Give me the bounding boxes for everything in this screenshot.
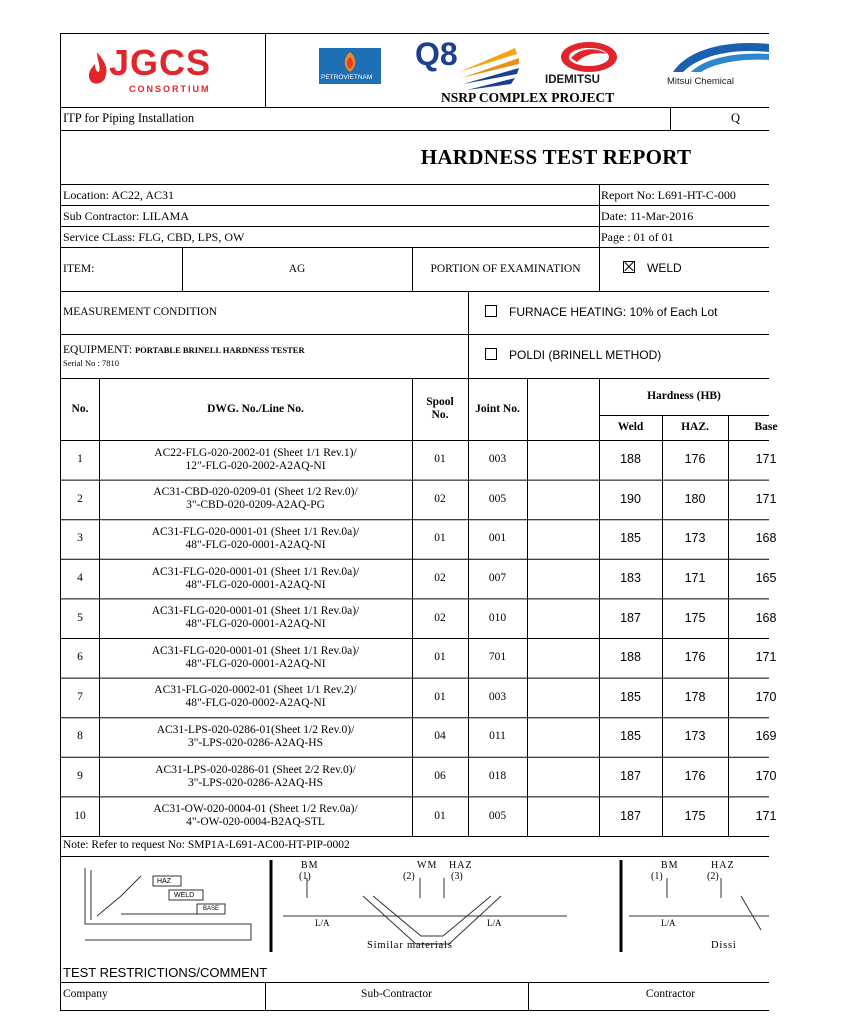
row-dwg [99, 440, 412, 480]
diagram-la-right: L/A [661, 918, 676, 928]
row-no: 1 [77, 453, 83, 466]
row-base: 169 [755, 729, 777, 744]
report-no-text: Report No: L691-HT-C-000 [601, 188, 736, 202]
row-joint: 018 [488, 770, 507, 783]
row-dwg [99, 678, 412, 718]
row-spool: 01 [434, 532, 446, 545]
results-table [61, 378, 778, 836]
diagram-la1: L/A [315, 918, 330, 928]
row-weld: 185 [620, 729, 641, 744]
row-dwg-number: AC31-FLG-020-0001-01 (Sheet 1/1 Rev.0a)/ [151, 565, 360, 578]
row-dwg [99, 717, 412, 757]
idemitsu-text: IDEMITSU [545, 74, 600, 86]
row-weld: 187 [620, 610, 641, 625]
row-line-number: 48"-FLG-020-0001-A2AQ-NI [185, 657, 326, 670]
row-haz: 176 [684, 769, 706, 784]
petro-text: PETROVIETNAM [321, 74, 373, 81]
row-haz: 173 [684, 531, 706, 546]
row-line-number: 4"-OW-020-0004-B2AQ-STL [186, 816, 325, 829]
poldi-checkbox[interactable] [485, 348, 497, 360]
serial-number: Serial No : 7810 [63, 358, 119, 368]
weld-checkbox[interactable] [623, 261, 635, 273]
header-base: Base [754, 421, 778, 433]
row-haz: 175 [684, 610, 706, 625]
row-dwg-number: AC31-FLG-020-0001-01 (Sheet 1/1 Rev.0a)/ [151, 605, 360, 618]
date-text: Date: 11-Mar-2016 [601, 209, 694, 223]
row-no: 7 [77, 690, 83, 703]
row-dwg-number: AC31-OW-020-0004-01 (Sheet 1/2 Rev.0a)/ [153, 803, 358, 816]
row-haz: 178 [684, 689, 706, 704]
q8-text: Q8 [415, 36, 458, 72]
header-no: No. [71, 402, 89, 415]
row-spool: 01 [434, 453, 446, 466]
row-dwg [99, 638, 412, 678]
weld-diagram [61, 856, 769, 958]
diagram-la2: L/A [487, 918, 502, 928]
row-spool: 06 [434, 770, 446, 783]
row-line-number: 48"-FLG-020-0002-A2AQ-NI [185, 697, 326, 710]
mitsui-logo [661, 40, 781, 90]
row-dwg-number: AC31-LPS-020-0286-01 (Sheet 2/2 Rev.0)/ [155, 763, 356, 776]
row-spool: 02 [434, 572, 446, 585]
row-no: 6 [77, 651, 83, 664]
row-weld: 185 [620, 689, 641, 704]
header-hardness: Hardness (HB) [647, 390, 721, 402]
row-weld: 187 [620, 808, 641, 823]
row-haz: 171 [684, 571, 706, 586]
row-weld: 190 [620, 491, 641, 506]
diagram-haz2: HAZ [449, 860, 473, 871]
row-spool: 01 [434, 651, 446, 664]
row-spool: 02 [434, 611, 446, 624]
row-joint: 001 [488, 532, 507, 545]
furnace-label: FURNACE HEATING: 10% of Each Lot [509, 305, 718, 319]
row-haz: 180 [684, 491, 706, 506]
item-value: AG [288, 263, 306, 275]
row-haz: 173 [684, 729, 706, 744]
logo-main-text: JGCS [109, 42, 212, 83]
restrictions-heading: TEST RESTRICTIONS/COMMENT [63, 965, 268, 980]
row-spool: 01 [434, 690, 446, 703]
row-weld: 188 [620, 452, 641, 467]
header-spool: Spool No. [426, 396, 454, 421]
signoff-company: Company [63, 988, 108, 1000]
weld-option[interactable] [623, 261, 682, 275]
idemitsu-emblem-icon [559, 40, 619, 74]
poldi-label: POLDI (BRINELL METHOD) [509, 348, 662, 362]
row-spool: 04 [434, 730, 446, 743]
row-spool: 02 [434, 492, 446, 505]
row-dwg [99, 598, 412, 638]
row-spool: 01 [434, 809, 446, 822]
row-joint: 005 [488, 492, 507, 505]
furnace-option[interactable] [485, 305, 718, 319]
row-joint: 010 [488, 611, 507, 624]
poldi-option[interactable] [485, 348, 661, 362]
row-base: 171 [755, 491, 777, 506]
row-line-number: 12"-FLG-020-2002-A2AQ-NI [185, 459, 326, 472]
report-sheet [60, 33, 778, 1011]
row-haz: 175 [684, 808, 706, 823]
row-no: 2 [77, 492, 83, 505]
note-text: Note: Refer to request No: SMP1A-L691-AC00-HT-PIP-0002 [63, 839, 350, 851]
item-label: ITEM: [63, 263, 95, 275]
q8-logo [411, 36, 527, 94]
row-joint: 003 [488, 690, 507, 703]
row-dwg-number: AC31-LPS-020-0286-01(Sheet 1/2 Rev.0)/ [156, 723, 355, 736]
signoff-contractor: Contractor [645, 988, 696, 1000]
diagram-p2: (2) [403, 871, 415, 882]
row-dwg-number: AC31-FLG-020-0001-01 (Sheet 1/1 Rev.0a)/ [151, 525, 360, 538]
row-dwg [99, 480, 412, 520]
row-base: 171 [755, 650, 777, 665]
row-joint: 005 [488, 809, 507, 822]
diagram-bm-right: BM [661, 860, 679, 871]
header-haz: HAZ. [681, 421, 709, 433]
jgcs-logo [83, 42, 253, 98]
page-text: Page : 01 of 01 [601, 230, 674, 244]
project-name: NSRP COMPLEX PROJECT [441, 90, 615, 105]
row-haz: 176 [684, 452, 706, 467]
right-cut-text: Q [731, 111, 741, 125]
row-no: 8 [77, 730, 83, 743]
row-no: 5 [77, 611, 83, 624]
diagram-weld: WELD [174, 892, 195, 899]
header-weld: Weld [617, 421, 644, 433]
equipment-value: PORTABLE BRINELL HARDNESS TESTER [134, 345, 305, 355]
diagram-p1-right: (1) [651, 871, 663, 882]
row-dwg [99, 757, 412, 797]
row-line-number: 3"-CBD-020-0209-A2AQ-PG [186, 499, 325, 512]
portion-label: PORTION OF EXAMINATION [430, 263, 581, 275]
q8-sails-icon [455, 42, 525, 94]
equipment-prefix: EQUIPMENT: [63, 344, 133, 356]
row-joint: 007 [488, 572, 507, 585]
row-dwg [99, 559, 412, 599]
row-dwg-number: AC22-FLG-020-2002-01 (Sheet 1/1 Rev.1)/ [154, 446, 357, 459]
row-no: 9 [77, 770, 83, 783]
row-dwg-number: AC31-FLG-020-0001-01 (Sheet 1/1 Rev.0a)/ [151, 644, 360, 657]
diagram-p2-right: (2) [707, 871, 719, 882]
row-dwg-number: AC31-CBD-020-0209-01 (Sheet 1/2 Rev.0)/ [153, 486, 358, 499]
row-joint: 011 [489, 730, 506, 743]
row-base: 170 [755, 689, 777, 704]
service-class-text: Service CLass: FLG, CBD, LPS, OW [63, 230, 245, 244]
row-base: 165 [755, 571, 777, 586]
petrovietnam-logo [319, 48, 381, 84]
row-haz: 176 [684, 650, 706, 665]
row-weld: 183 [620, 571, 641, 586]
diagram-p1: (1) [299, 871, 311, 882]
weld-label: WELD [647, 261, 682, 275]
location-text: Location: AC22, AC31 [63, 188, 174, 202]
diagram-p3: (3) [451, 871, 463, 882]
row-weld: 185 [620, 531, 641, 546]
diagram-wm: WM [417, 860, 438, 871]
itp-label: ITP for Piping Installation [63, 111, 195, 125]
row-base: 168 [755, 610, 777, 625]
row-line-number: 3"-LPS-020-0286-A2AQ-HS [187, 736, 324, 749]
diagram-dissimilar: Dissi [711, 940, 737, 951]
row-line-number: 48"-FLG-020-0001-A2AQ-NI [185, 578, 326, 591]
row-no: 4 [77, 572, 83, 585]
row-line-number: 3"-LPS-020-0286-A2AQ-HS [187, 776, 324, 789]
row-dwg [99, 519, 412, 559]
row-weld: 187 [620, 769, 641, 784]
signoff-subcontractor: Sub-Contractor [361, 988, 432, 1000]
idemitsu-logo [545, 40, 635, 88]
diagram-similar: Similar materials [367, 940, 453, 951]
row-line-number: 48"-FLG-020-0001-A2AQ-NI [185, 538, 326, 551]
diagram-bm: BM [301, 860, 319, 871]
row-base: 170 [755, 769, 777, 784]
header-joint: Joint No. [475, 402, 520, 415]
row-base: 171 [755, 808, 777, 823]
logo-sub-text: CONSORTIUM [129, 84, 211, 94]
petro-flame-icon [319, 48, 381, 76]
mitsui-wave-icon [669, 40, 779, 74]
diagram-haz-right: HAZ [711, 860, 735, 871]
measurement-label: MEASUREMENT CONDITION [63, 306, 218, 318]
row-joint: 701 [488, 651, 507, 664]
header-dwg: DWG. No./Line No. [207, 402, 304, 415]
subcontractor-text: Sub Contractor: LILAMA [63, 209, 189, 223]
row-dwg [99, 796, 412, 836]
equipment-label [63, 344, 305, 356]
row-joint: 003 [488, 453, 507, 466]
row-weld: 188 [620, 650, 641, 665]
row-no: 3 [77, 532, 83, 545]
row-base: 171 [755, 452, 777, 467]
diagram-haz: HAZ [157, 878, 171, 885]
row-line-number: 48"-FLG-020-0001-A2AQ-NI [185, 618, 326, 631]
report-title: HARDNESS TEST REPORT [420, 145, 692, 169]
row-dwg-number: AC31-FLG-020-0002-01 (Sheet 1/1 Rev.2)/ [154, 684, 357, 697]
row-base: 168 [755, 531, 777, 546]
diagram-base: BASE [203, 906, 220, 912]
row-no: 10 [74, 809, 86, 822]
furnace-checkbox[interactable] [485, 305, 497, 317]
mitsui-text: Mitsui Chemical [667, 76, 735, 87]
